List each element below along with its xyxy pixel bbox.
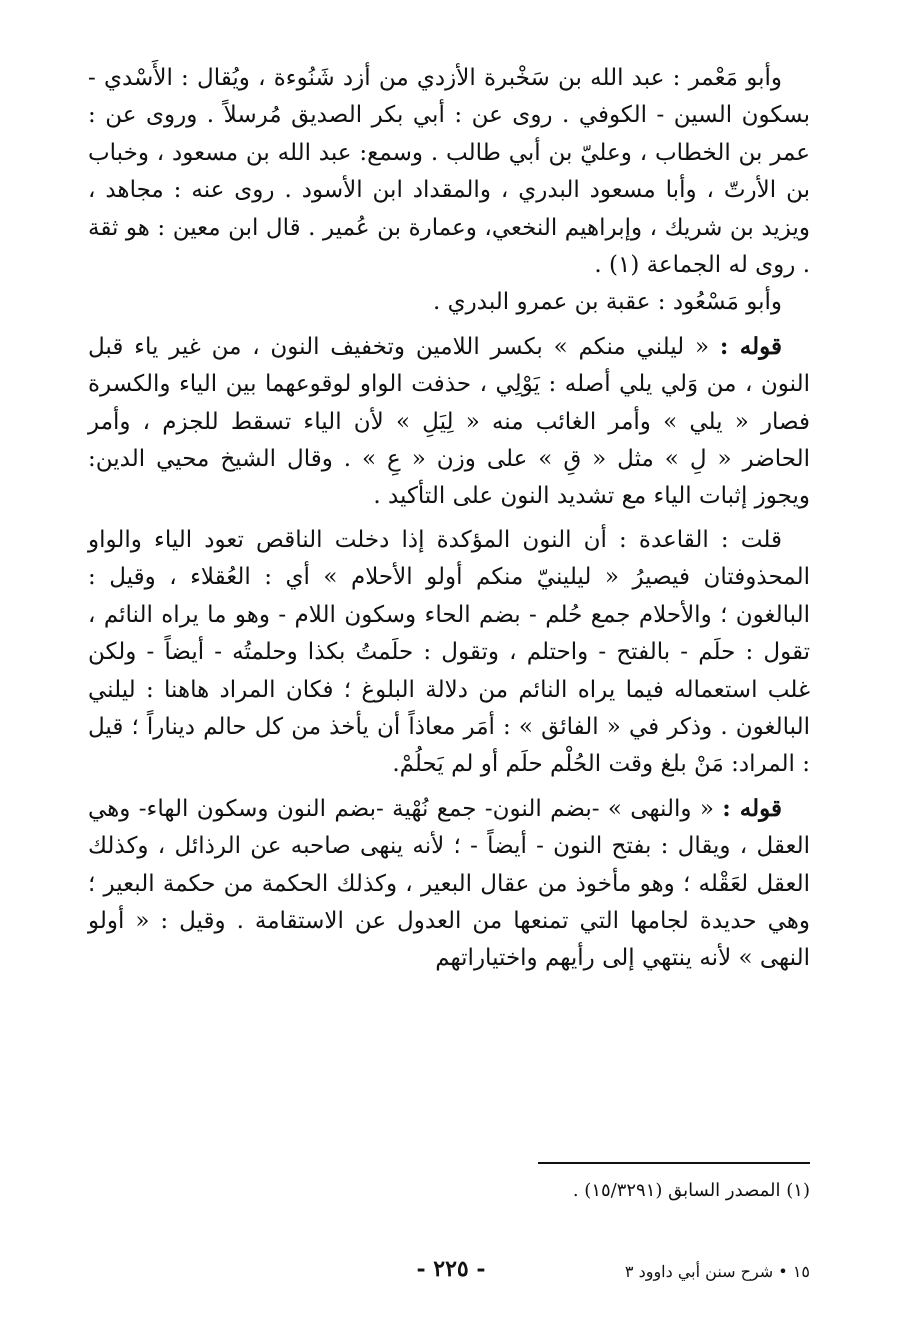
paragraph-text: قلت : القاعدة : أن النون المؤكدة إذا دخلت الناقص تعود الياء والواو المحذوفتان فيصيرُ « ليلينيّ منكم أولو الأحلام » أي : العُقلاء ، وقيل : البالغون ؛ والأحلام جمع حُلم - بضم الحاء وسكون اللام - وهو ما يراه النائم ، تقول : حلَم - بالفتح - واحتلم ، وتقول : حلَمتُ بكذا وحلمتُه - أيضاً - ولكن غلب استعماله فيما يراه النائم من دلالة البلوغ ؛ فكان المراد هاهنا : ليلني البالغون . وذكر في « الفائق » : أمَر معاذاً أن يأخذ من كل حالم ديناراً ؛ قيل : المراد: مَنْ بلغ وقت الحُلْم حلَم أو لم يَحلُمْ. <box>88 526 810 778</box>
paragraph-text: وأبو مَسْعُود : عقبة بن عمرو البدري . <box>433 289 782 316</box>
paragraph-term: قوله : <box>719 332 782 360</box>
paragraph-liyalini <box>88 328 810 516</box>
main-text <box>88 60 810 978</box>
paragraph-text: وأبو مَعْمر : عبد الله بن سَخْبرة الأزدي من أزد شَنُوءة ، ويُقال : الأَسْدي - بسكون السين - الكوفي . روى عن : أبي بكر الصديق مُرسلاً . وروى عن : عمر بن الخطاب ، وعليّ بن أبي طالب . وسمع: عبد الله بن مسعود ، وخباب بن الأرتّ ، وأبا مسعود البدري ، والمقداد ابن الأسود . روى عنه : مجاهد ، ويزيد بن شريك ، وإبراهيم النخعي، وعمارة بن عُمير . قال ابن معين : هو ثقة . روى له الجماعة (١) . <box>88 65 810 279</box>
paragraph-nuha <box>88 790 810 978</box>
paragraph-abu-masud <box>88 284 810 321</box>
page-footer <box>92 1256 810 1292</box>
page-number: - ٢٢٥ - <box>416 1256 486 1282</box>
paragraph-qultu <box>88 522 810 784</box>
footnote-divider <box>538 1162 810 1164</box>
paragraph-text: « ليلني منكم » بكسر اللامين وتخفيف النون ، من غير ياء قبل النون ، من وَلي يلي أصله : يَوْلِي ، حذفت الواو لوقوعهما بين الياء والكسرة فصار « يلي » وأمر الغائب منه « لِيَلِ » لأن الياء تسقط للجزم ، وأمر الحاضر « لِ » مثل « قِ » على وزن « عِ » . وقال الشيخ محيي الدين: ويجوز إثبات الياء مع تشديد النون على التأكيد . <box>88 333 810 510</box>
paragraph-text: « والنهى » -بضم النون- جمع نُهْية -بضم النون وسكون الهاء- وهي العقل ، ويقال : بفتح النون - أيضاً - ؛ لأنه ينهى صاحبه عن الرذائل ، وكذلك العقل لعَقْله ؛ وهو مأخوذ من عقال البعير ، وكذلك الحكمة من حكمة البعير ؛ وهي حديدة لجامها التي تمنعها من العدول عن الاستقامة . وقيل : « أولو النهى » لأنه ينتهي إلى رأيهم واختياراتهم <box>88 795 810 972</box>
paragraph-term: قوله : <box>722 794 782 822</box>
footnote: (١) المصدر السابق (١٥/٣٢٩١) . <box>572 1180 810 1201</box>
paragraph-abu-mamar <box>88 60 810 284</box>
footer-signature: ١٥ • شرح سنن أبي داوود ٣ <box>624 1262 810 1281</box>
